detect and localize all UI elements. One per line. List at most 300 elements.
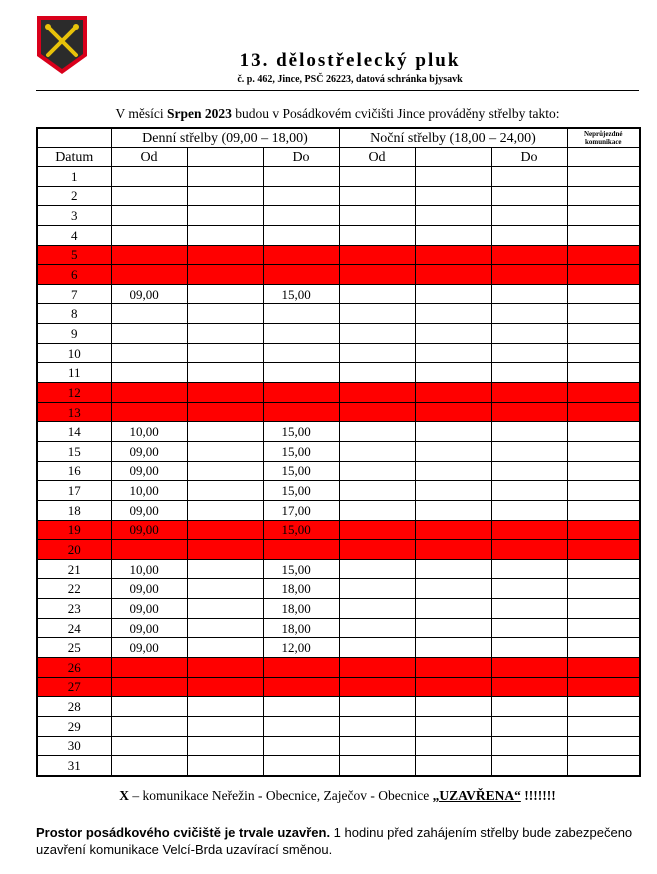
cell-day-mid (187, 559, 263, 579)
cell-date: 29 (37, 716, 111, 736)
table-row (37, 599, 640, 619)
cell-night-mid (415, 697, 491, 717)
cell-date: 14 (37, 422, 111, 442)
cell-night-mid (415, 186, 491, 206)
cell-roads (567, 225, 640, 245)
road-closure-note (36, 788, 639, 804)
table-row (37, 677, 640, 697)
cell-roads (567, 716, 640, 736)
cell-night-mid (415, 520, 491, 540)
cell-day-to: 18,00 (263, 599, 339, 619)
cell-night-to (491, 677, 567, 697)
cell-date: 9 (37, 324, 111, 344)
cell-date: 27 (37, 677, 111, 697)
cell-night-from (339, 618, 415, 638)
cell-day-to (263, 186, 339, 206)
table-row (37, 638, 640, 658)
cell-day-mid (187, 736, 263, 756)
cell-night-mid (415, 206, 491, 226)
cell-night-from (339, 167, 415, 187)
header-day-from: Od (111, 148, 187, 167)
cell-day-from: 09,00 (111, 579, 187, 599)
cell-night-to (491, 481, 567, 501)
cell-day-to (263, 402, 339, 422)
cell-day-mid (187, 363, 263, 383)
table-row (37, 756, 640, 776)
cell-day-from: 10,00 (111, 559, 187, 579)
cell-night-from (339, 206, 415, 226)
cell-night-mid (415, 343, 491, 363)
cell-day-from: 09,00 (111, 284, 187, 304)
cell-roads (567, 520, 640, 540)
cell-night-mid (415, 500, 491, 520)
cell-day-from (111, 383, 187, 403)
header-day-firing: Denní střelby (09,00 – 18,00) (111, 128, 339, 148)
cell-night-from (339, 461, 415, 481)
cell-day-from (111, 716, 187, 736)
table-row (37, 245, 640, 265)
cell-date: 6 (37, 265, 111, 285)
table-row (37, 697, 640, 717)
cell-day-from (111, 324, 187, 344)
cell-date: 4 (37, 225, 111, 245)
cell-date: 30 (37, 736, 111, 756)
table-row (37, 579, 640, 599)
cell-roads (567, 540, 640, 560)
cell-day-to (263, 343, 339, 363)
header-night-to: Do (491, 148, 567, 167)
cell-night-to (491, 697, 567, 717)
cell-night-to (491, 736, 567, 756)
cell-day-from: 09,00 (111, 461, 187, 481)
cell-night-to (491, 186, 567, 206)
cell-night-mid (415, 265, 491, 285)
cell-roads (567, 736, 640, 756)
cell-roads (567, 658, 640, 678)
cell-day-to: 18,00 (263, 579, 339, 599)
cell-date: 31 (37, 756, 111, 776)
cell-night-mid (415, 540, 491, 560)
cell-night-to (491, 540, 567, 560)
cell-date: 19 (37, 520, 111, 540)
cell-date: 10 (37, 343, 111, 363)
cell-roads (567, 756, 640, 776)
cell-night-from (339, 638, 415, 658)
header-night-firing: Noční střelby (18,00 – 24,00) (339, 128, 567, 148)
cell-day-from (111, 225, 187, 245)
cell-night-to (491, 579, 567, 599)
cell-day-from: 09,00 (111, 441, 187, 461)
cell-day-to (263, 736, 339, 756)
cell-day-to: 15,00 (263, 441, 339, 461)
cell-day-to (263, 206, 339, 226)
cell-day-mid (187, 402, 263, 422)
table-row (37, 265, 640, 285)
cell-roads (567, 265, 640, 285)
cell-day-from (111, 304, 187, 324)
cell-day-mid (187, 716, 263, 736)
cell-night-to (491, 520, 567, 540)
cell-roads (567, 402, 640, 422)
intro-prefix: V měsíci (115, 106, 167, 121)
note-text: – komunikace Neřežin - Obecnice, Zaječov - Obecnice (129, 788, 433, 803)
cell-date: 23 (37, 599, 111, 619)
cell-night-mid (415, 677, 491, 697)
cell-roads (567, 343, 640, 363)
cell-day-from (111, 363, 187, 383)
header-date: Datum (37, 148, 111, 167)
cell-day-mid (187, 618, 263, 638)
cell-roads (567, 697, 640, 717)
cell-night-from (339, 225, 415, 245)
table-row (37, 461, 640, 481)
cell-day-from (111, 677, 187, 697)
table-row (37, 363, 640, 383)
cell-day-mid (187, 677, 263, 697)
schedule-rows (37, 167, 640, 777)
cell-roads (567, 579, 640, 599)
table-row (37, 618, 640, 638)
cell-day-mid (187, 225, 263, 245)
cell-night-mid (415, 441, 491, 461)
cell-day-to: 15,00 (263, 461, 339, 481)
cell-day-mid (187, 481, 263, 501)
footer-body: 1 hodinu před zahájením střelby bude zabezpečeno uzavření komunikace Velcí-Brda uzavírací směnou. (36, 825, 633, 857)
table-row (37, 284, 640, 304)
cell-date: 13 (37, 402, 111, 422)
cell-date: 2 (37, 186, 111, 206)
cell-day-mid (187, 461, 263, 481)
cell-roads (567, 324, 640, 344)
cell-night-to (491, 245, 567, 265)
table-row (37, 206, 640, 226)
cell-night-mid (415, 324, 491, 344)
cell-roads (567, 599, 640, 619)
cell-night-mid (415, 225, 491, 245)
cell-day-from (111, 206, 187, 226)
cell-roads (567, 618, 640, 638)
table-row (37, 520, 640, 540)
cell-night-mid (415, 422, 491, 442)
cell-date: 25 (37, 638, 111, 658)
cell-day-to (263, 677, 339, 697)
cell-day-to (263, 167, 339, 187)
cell-night-from (339, 284, 415, 304)
cell-night-to (491, 167, 567, 187)
cell-day-from: 10,00 (111, 481, 187, 501)
cell-night-from (339, 658, 415, 678)
cell-night-from (339, 677, 415, 697)
cell-night-mid (415, 716, 491, 736)
header-night-from: Od (339, 148, 415, 167)
cell-night-mid (415, 167, 491, 187)
cell-date: 24 (37, 618, 111, 638)
cell-roads (567, 363, 640, 383)
cell-night-from (339, 579, 415, 599)
table-row (37, 716, 640, 736)
regiment-title: 13. dělostřelecký pluk (239, 50, 461, 71)
cell-day-from (111, 245, 187, 265)
cell-date: 8 (37, 304, 111, 324)
cell-night-mid (415, 599, 491, 619)
cell-night-from (339, 540, 415, 560)
cell-day-from: 09,00 (111, 618, 187, 638)
cell-day-mid (187, 206, 263, 226)
cell-day-mid (187, 579, 263, 599)
cell-night-from (339, 324, 415, 344)
firing-schedule-table (36, 127, 641, 777)
cell-roads (567, 284, 640, 304)
cell-night-to (491, 756, 567, 776)
cell-day-mid (187, 284, 263, 304)
cell-night-from (339, 265, 415, 285)
artillery-emblem-icon (35, 14, 89, 76)
note-x-mark: X (119, 788, 129, 803)
table-row (37, 559, 640, 579)
cell-roads (567, 559, 640, 579)
cell-day-to (263, 304, 339, 324)
cell-day-mid (187, 638, 263, 658)
cell-night-from (339, 481, 415, 501)
cell-day-from (111, 658, 187, 678)
cell-day-to (263, 225, 339, 245)
intro-text (36, 106, 639, 122)
cell-day-to: 15,00 (263, 559, 339, 579)
cell-day-mid (187, 697, 263, 717)
cell-roads (567, 638, 640, 658)
cell-night-mid (415, 618, 491, 638)
table-row (37, 186, 640, 206)
cell-day-from (111, 756, 187, 776)
cell-night-to (491, 599, 567, 619)
cell-roads (567, 245, 640, 265)
header-closed-roads: Neprůjezdné komunikace (567, 128, 640, 148)
cell-date: 20 (37, 540, 111, 560)
cell-night-mid (415, 461, 491, 481)
cell-night-mid (415, 284, 491, 304)
note-exclaim: !!!!!!! (520, 788, 556, 803)
cell-night-from (339, 716, 415, 736)
cell-night-mid (415, 304, 491, 324)
cell-night-to (491, 559, 567, 579)
regiment-address: č. p. 462, Jince, PSČ 26223, datová schránka bjysavk (237, 74, 463, 85)
cell-night-from (339, 402, 415, 422)
table-row (37, 500, 640, 520)
cell-night-from (339, 304, 415, 324)
table-row (37, 481, 640, 501)
cell-night-mid (415, 638, 491, 658)
table-row (37, 167, 640, 187)
header-day-blank (187, 148, 263, 167)
cell-day-from (111, 540, 187, 560)
cell-date: 16 (37, 461, 111, 481)
intro-suffix: budou v Posádkovém cvičišti Jince prováděny střelby takto: (231, 106, 560, 121)
cell-night-mid (415, 579, 491, 599)
cell-night-to (491, 304, 567, 324)
cell-roads (567, 186, 640, 206)
cell-day-to: 17,00 (263, 500, 339, 520)
cell-night-from (339, 363, 415, 383)
cell-night-from (339, 186, 415, 206)
cell-night-mid (415, 658, 491, 678)
header-divider (36, 90, 639, 91)
header-night-blank (415, 148, 491, 167)
cell-day-mid (187, 540, 263, 560)
cell-day-to: 15,00 (263, 520, 339, 540)
cell-roads (567, 422, 640, 442)
cell-day-to: 15,00 (263, 481, 339, 501)
cell-day-mid (187, 599, 263, 619)
cell-day-to (263, 540, 339, 560)
cell-day-from: 10,00 (111, 422, 187, 442)
cell-day-mid (187, 167, 263, 187)
cell-day-from (111, 697, 187, 717)
header-blank (37, 128, 111, 148)
cell-night-to (491, 441, 567, 461)
cell-night-to (491, 284, 567, 304)
cell-night-from (339, 559, 415, 579)
cell-day-mid (187, 422, 263, 442)
table-row (37, 422, 640, 442)
cell-day-to: 15,00 (263, 284, 339, 304)
cell-night-mid (415, 559, 491, 579)
cell-roads (567, 500, 640, 520)
cell-day-from (111, 343, 187, 363)
table-row (37, 540, 640, 560)
cell-day-to: 18,00 (263, 618, 339, 638)
cell-date: 3 (37, 206, 111, 226)
cell-day-to (263, 324, 339, 344)
cell-day-mid (187, 441, 263, 461)
cell-day-from: 09,00 (111, 638, 187, 658)
cell-night-to (491, 343, 567, 363)
intro-month: Srpen 2023 (166, 106, 232, 121)
cell-night-mid (415, 402, 491, 422)
cell-roads (567, 206, 640, 226)
cell-night-mid (415, 756, 491, 776)
cell-night-from (339, 599, 415, 619)
cell-night-to (491, 265, 567, 285)
cell-day-to: 12,00 (263, 638, 339, 658)
cell-day-from (111, 167, 187, 187)
cell-roads (567, 304, 640, 324)
cell-night-from (339, 736, 415, 756)
cell-night-mid (415, 383, 491, 403)
table-row (37, 658, 640, 678)
cell-night-to (491, 363, 567, 383)
cell-date: 22 (37, 579, 111, 599)
header-roads-blank (567, 148, 640, 167)
cell-day-to (263, 245, 339, 265)
cell-roads (567, 167, 640, 187)
cell-date: 17 (37, 481, 111, 501)
note-closed-label: „UZAVŘENA“ (432, 788, 521, 803)
footer-text (36, 824, 639, 858)
cell-night-from (339, 422, 415, 442)
cell-night-from (339, 441, 415, 461)
cell-day-mid (187, 658, 263, 678)
table-row (37, 304, 640, 324)
cell-day-mid (187, 245, 263, 265)
cell-roads (567, 677, 640, 697)
cell-day-to (263, 383, 339, 403)
table-row (37, 324, 640, 344)
cell-night-mid (415, 363, 491, 383)
cell-day-mid (187, 186, 263, 206)
cell-day-from (111, 402, 187, 422)
cell-date: 21 (37, 559, 111, 579)
cell-day-mid (187, 756, 263, 776)
cell-day-mid (187, 324, 263, 344)
cell-day-to: 15,00 (263, 422, 339, 442)
cell-day-from: 09,00 (111, 599, 187, 619)
cell-day-to (263, 716, 339, 736)
cell-day-to (263, 658, 339, 678)
cell-date: 5 (37, 245, 111, 265)
cell-day-mid (187, 520, 263, 540)
table-row (37, 441, 640, 461)
cell-day-from (111, 265, 187, 285)
cell-night-mid (415, 481, 491, 501)
header-day-to: Do (263, 148, 339, 167)
cell-date: 15 (37, 441, 111, 461)
cell-night-from (339, 343, 415, 363)
cell-day-from: 09,00 (111, 520, 187, 540)
table-row (37, 383, 640, 403)
cell-night-to (491, 324, 567, 344)
cell-date: 1 (37, 167, 111, 187)
footer-bold: Prostor posádkového cvičiště je trvale uzavřen. (36, 825, 331, 840)
cell-night-to (491, 383, 567, 403)
cell-night-to (491, 618, 567, 638)
table-header-columns (37, 148, 640, 167)
cell-date: 18 (37, 500, 111, 520)
cell-day-from (111, 736, 187, 756)
cell-date: 7 (37, 284, 111, 304)
cell-night-to (491, 225, 567, 245)
cell-day-to (263, 756, 339, 776)
cell-night-from (339, 520, 415, 540)
cell-night-to (491, 402, 567, 422)
cell-day-mid (187, 500, 263, 520)
cell-night-to (491, 658, 567, 678)
cell-date: 28 (37, 697, 111, 717)
cell-date: 11 (37, 363, 111, 383)
cell-night-to (491, 461, 567, 481)
cell-day-mid (187, 304, 263, 324)
cell-date: 12 (37, 383, 111, 403)
cell-roads (567, 383, 640, 403)
cell-day-to (263, 697, 339, 717)
cell-night-mid (415, 736, 491, 756)
table-row (37, 343, 640, 363)
cell-night-from (339, 697, 415, 717)
cell-day-mid (187, 343, 263, 363)
table-row (37, 402, 640, 422)
cell-roads (567, 441, 640, 461)
cell-day-mid (187, 383, 263, 403)
table-row (37, 736, 640, 756)
cell-roads (567, 481, 640, 501)
cell-night-from (339, 245, 415, 265)
cell-night-to (491, 500, 567, 520)
cell-night-mid (415, 245, 491, 265)
cell-night-from (339, 756, 415, 776)
cell-day-mid (187, 265, 263, 285)
cell-night-from (339, 500, 415, 520)
cell-night-to (491, 206, 567, 226)
cell-night-to (491, 638, 567, 658)
